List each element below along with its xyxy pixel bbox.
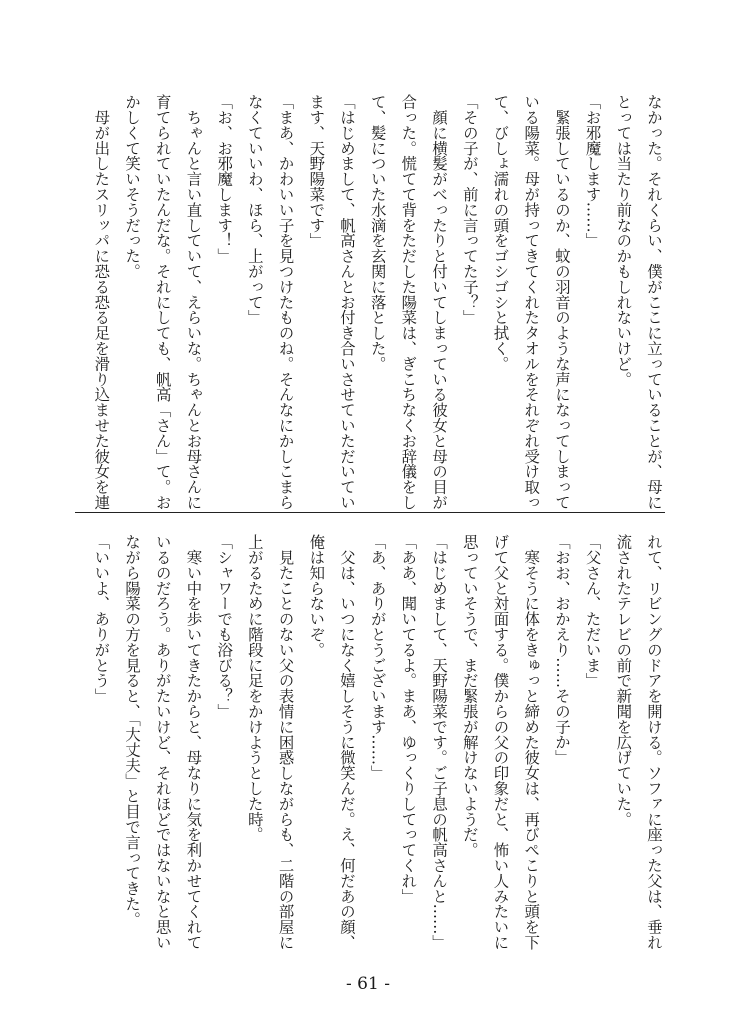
text-line: 「あ、ありがとうございます……」	[368, 534, 387, 781]
text-line: 「シャワーでも浴びる？」	[215, 534, 234, 719]
text-line: ます、天野陽菜です」	[307, 94, 326, 248]
text-line: 合った。慌てて背をただした陽菜は、ぎこちなくお辞儀をし	[399, 94, 418, 510]
text-line: 「お邪魔します……」	[583, 94, 602, 248]
text-line: 流されたテレビの前で新聞を広げていた。	[614, 534, 633, 827]
upper-text-block	[86, 94, 669, 514]
text-line: 「はじめまして、帆高さんとお付き合いさせていただいてい	[337, 94, 356, 510]
text-line: れて、リビングのドアを開ける。ソファに座った父は、垂れ	[645, 534, 663, 950]
text-line: 「まあ、かわいい子を見つけたものね。そんなにかしこまら	[276, 94, 295, 510]
text-line: 育てられていたんだな。それにしても、帆高「さん」て。お	[153, 94, 172, 510]
text-line: 俺は知らないぞ。	[307, 534, 326, 658]
text-line: とっては当たり前なのかもしれないけど。	[614, 94, 633, 387]
text-line: 見たことのない父の表情に困惑しながらも、二階の部屋に	[276, 534, 295, 950]
text-line: 父は、いつになく嬉しそうに微笑んだ。え、何だあの顔、	[337, 534, 356, 950]
text-line: 「お、お邪魔します！」	[215, 94, 234, 264]
text-line: 「はじめまして、天野陽菜です。ご子息の帆高さんと……」	[430, 534, 449, 950]
text-line: げて父と対面する。僕からの父の印象だと、怖い人みたいに	[491, 534, 510, 950]
text-line: 「父さん、ただいま」	[583, 534, 602, 688]
text-line: いる陽菜。母が持ってきてくれたタオルをそれぞれ受け取っ	[522, 94, 541, 510]
text-line: 寒そうに体をきゅっと締めた彼女は、再びぺこりと頭を下	[522, 534, 541, 950]
text-line: 寒い中を歩いてきたからと、母なりに気を利かせてくれて	[184, 534, 203, 950]
text-line: 「ああ、聞いてるよ。まあ、ゆっくりしてってくれ」	[399, 534, 418, 904]
section-divider	[75, 512, 665, 513]
text-line: いるのだろう。ありがたいけど、それほどではないなと思い	[153, 534, 172, 950]
text-line: かしくて笑いそうだった。	[123, 94, 142, 279]
page-number: - 61 -	[346, 974, 390, 994]
text-line: 緊張しているのか、蚊の羽音のような声になってしまって	[552, 94, 571, 510]
text-line: なくていいわ、ほら、上がって」	[245, 94, 264, 325]
text-line: なかった。それくらい、僕がここに立っていることが、母に	[645, 94, 663, 510]
text-line: 上がるために階段に足をかけようとした時。	[245, 534, 264, 842]
text-line: 「おお、おかえり……その子か」	[552, 534, 571, 765]
text-line: 「その子が、前に言ってた子？」	[460, 94, 479, 325]
text-line: ながら陽菜の方を見ると、「大丈夫」と目で言ってきた。	[123, 534, 142, 927]
text-line: て、びしょ濡れの頭をゴシゴシと拭く。	[491, 94, 510, 372]
text-line: て、髪についた水滴を玄関に落とした。	[368, 94, 387, 372]
text-line: 「いいよ、ありがとう」	[92, 534, 111, 704]
lower-text-block	[86, 534, 669, 954]
text-line: 思っていそうで、まだ緊張が解けないようだ。	[460, 534, 479, 858]
text-line: 顔に横髪がべったりと付いてしまっている彼女と母の目が	[430, 94, 449, 510]
text-line: 母が出したスリッパに恐る恐る足を滑り込ませた彼女を連	[92, 94, 111, 510]
text-line: ちゃんと言い直していて、えらいな。ちゃんとお母さんに	[184, 94, 203, 510]
